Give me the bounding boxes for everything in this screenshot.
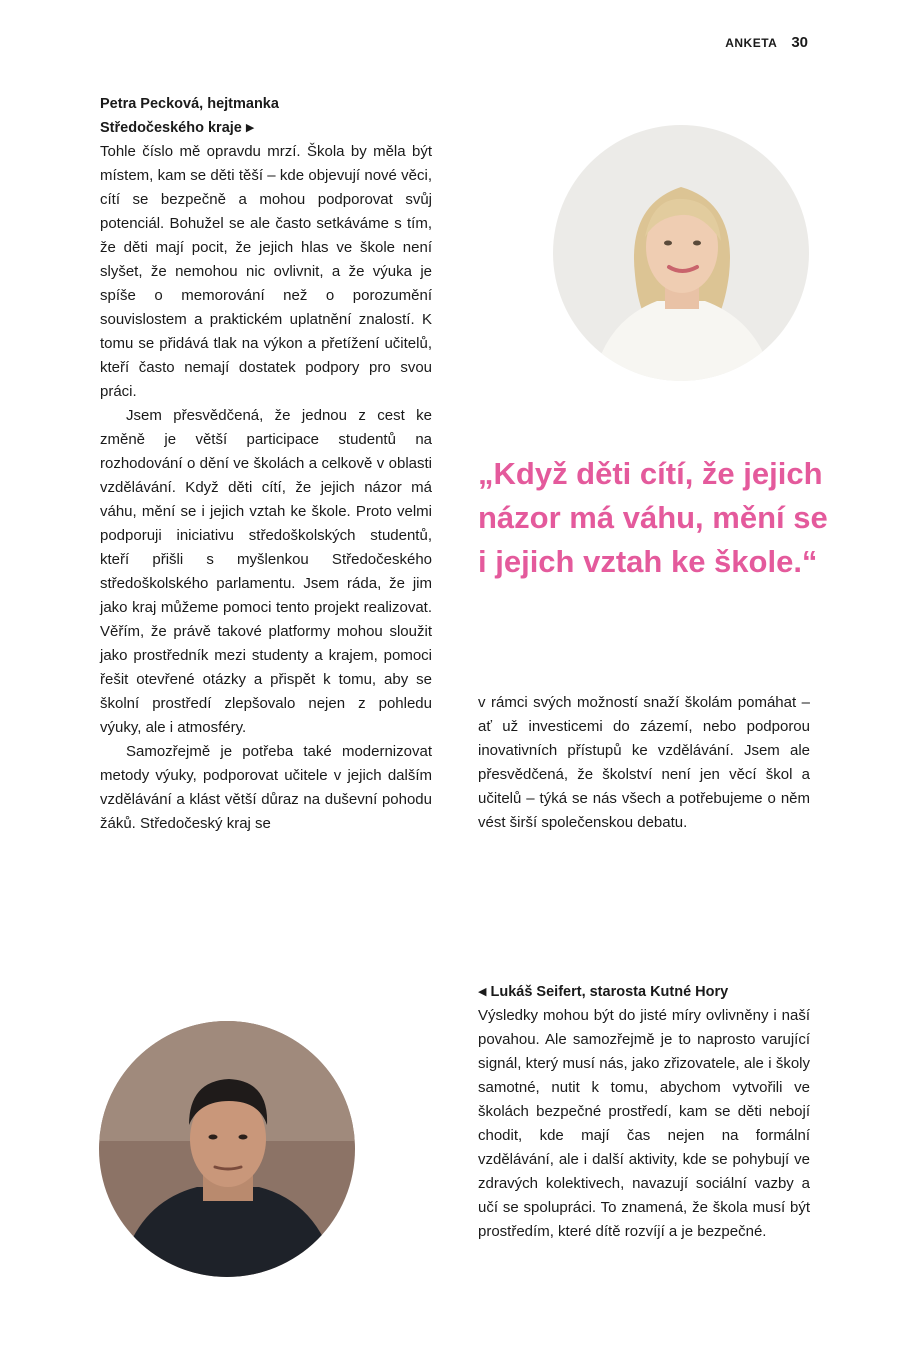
article-column-lukas-seifert xyxy=(478,1004,810,1244)
paragraph: Tohle číslo mě opravdu mrzí. Škola by měla být místem, kam se děti těší – kde objevují nové věci, cítí se bezpečně a mohou podporovat svůj potenciál. Bohužel se ale často setkáváme s tím, že děti mají pocit, že jejich hlas ve škole není slyšet, že nemohou nic ovlivnit, a že výuka je spíše o memorování než o porozumění souvislostem a praktickém uplatnění znalostí. K tomu se přidává tlak na výkon a přetížení učitelů, kteří často nemají dostatek podpory pro svou práci. xyxy=(100,143,432,400)
paragraph: Výsledky mohou být do jisté míry ovlivněny i naší povahou. Ale samozřejmě je to naprosto varující signál, který musí nás, jako zřizovatele, ale i školy samotné, nutit k tomu, abychom vytvořili ve školách bezpečné prostředí, kam se děti nebojí chodit, kde mají čas nejen na formální vzdělávání, ale i další aktivity, kde se pohybují ve zdravých kolektivech, navazují sociální vazby a učí se spolupráci. To znamená, že škola musí být prostředím, které dítě rozvíjí a je bezpečné. xyxy=(478,1007,810,1240)
article-column-left xyxy=(100,140,432,836)
page-header xyxy=(725,34,808,51)
portrait-petra-peckova xyxy=(553,125,809,381)
page-number: 30 xyxy=(791,34,808,51)
author-petra-peckova xyxy=(100,92,440,140)
pull-quote: „Když děti cítí, že jejich názor má váhu, mění se i jejich vztah ke škole.“ xyxy=(478,456,828,579)
author-name-line2: Středočeského kraje xyxy=(100,120,242,136)
paragraph: v rámci svých možností snaží školám pomáhat – ať už investicemi do zázemí, nebo podporou inovativních přístupů ke vzdělávání. Jsem ale přesvědčená, že školství není jen věcí škol a učitelů – týká se nás všech a potřebujeme o něm vést širší společenskou debatu. xyxy=(478,694,810,831)
author-name: Lukáš Seifert, starosta Kutné Hory xyxy=(490,984,729,1000)
author-lukas-seifert xyxy=(478,980,818,1004)
section-label: ANKETA xyxy=(725,36,778,50)
author-name-line1: Petra Pecková, hejtmanka xyxy=(100,96,279,112)
paragraph: Jsem přesvědčená, že jednou z cest ke změně je větší participace studentů na rozhodování o dění ve školách a celkově v oblasti vzdělávání. Když děti cítí, že jejich názor má váhu, mění se i jejich vztah ke škole. Proto velmi podporuji iniciativu středoškolských studentů, kteří přišli s myšlenkou Středočeského středoškolského parlamentu. Jsem ráda, že jim jako kraj můžeme pomoci tento projekt realizovat. Věřím, že právě takové platformy mohou sloužit jako prostředník mezi studenty a krajem, pomoci řešit otevřené otázky a přispět k tomu, aby se školní prostředí zlepšovalo nejen z pohledu výuky, ale i atmosféry. xyxy=(100,407,432,736)
arrow-left-icon: ◀ xyxy=(478,986,487,999)
arrow-right-icon: ▶ xyxy=(245,122,255,135)
paragraph: Samozřejmě je potřeba také modernizovat metody výuky, podporovat učitele v jejich dalším vzdělávání a klást větší důraz na duševní pohodu žáků. Středočeský kraj se xyxy=(100,743,432,832)
portrait-lukas-seifert xyxy=(99,1021,355,1277)
article-column-right-continuation xyxy=(478,691,810,835)
